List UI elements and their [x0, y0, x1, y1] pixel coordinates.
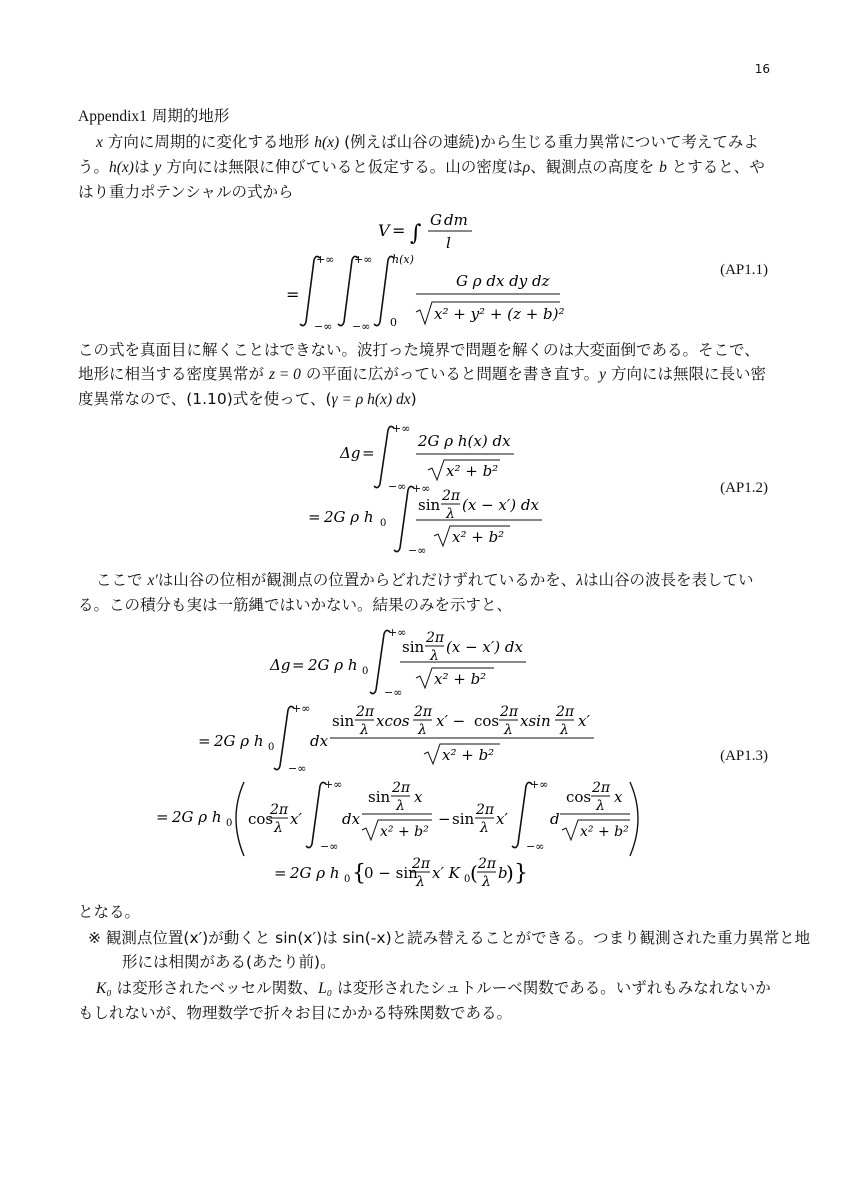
var-l0: L₀	[318, 980, 333, 997]
equation-label: (AP1.2)	[720, 480, 768, 496]
denominator: x² + b²	[580, 824, 629, 840]
text: は変形されたベッセル関数、	[111, 979, 319, 997]
math-dg: Δg	[270, 656, 291, 674]
math-2pi: 2π	[500, 704, 519, 720]
math-lambda: λ	[418, 722, 427, 738]
math-sin: sin	[402, 638, 425, 656]
math-dx: dx	[342, 810, 361, 828]
math-prefactor: 2G ρ h	[214, 732, 264, 750]
var-hx: h(x)	[109, 159, 134, 176]
brace-right: }	[514, 861, 528, 886]
integral-sign	[512, 782, 532, 847]
var-lambda: λ	[576, 572, 583, 589]
math-eq: =	[362, 444, 375, 462]
math-lambda: λ	[480, 820, 489, 836]
page-number: 16	[754, 62, 770, 76]
brace-left: {	[352, 861, 366, 886]
math-lambda: λ	[396, 798, 405, 814]
text: 方向には無限に長い密度異常なので、(1.10)式を使って、(	[78, 365, 766, 408]
math-prefactor: 2G ρ h	[172, 808, 222, 826]
math-term: xsin	[520, 712, 551, 730]
var-b: b	[659, 159, 667, 176]
text: )	[410, 390, 417, 408]
math-sin: sin	[368, 788, 391, 806]
paragraph-phase	[78, 568, 772, 617]
math-2pi: 2π	[392, 780, 411, 796]
equation-label: (AP1.3)	[720, 748, 768, 764]
math-sin: sin	[418, 496, 441, 514]
math-eq: =	[274, 864, 287, 882]
paragraph-intro	[78, 130, 772, 204]
numerator: G ρ dx dy dz	[456, 272, 550, 290]
subscript: 0	[268, 742, 275, 753]
math-2pi: 2π	[592, 780, 611, 796]
math-lambda: λ	[482, 874, 491, 890]
math-term: x′	[496, 810, 508, 828]
var-xprime: x′	[147, 572, 158, 589]
title-jp: 周期的地形	[146, 107, 230, 125]
limit-lower: −∞	[384, 686, 403, 699]
math-V: V	[378, 221, 390, 240]
limit-upper: +∞	[324, 778, 343, 791]
var-rho: ρ	[522, 159, 531, 176]
numerator: 2G ρ h(x) dx	[418, 432, 511, 450]
math-l: l	[446, 234, 451, 252]
math-dm: dm	[444, 211, 468, 229]
limit-lower: −∞	[288, 762, 307, 775]
denominator: x² + b²	[446, 462, 499, 480]
limit-lower: −∞	[314, 320, 333, 333]
text: ここで	[96, 571, 148, 589]
math-prefactor: 2G ρ h	[290, 864, 340, 882]
subscript: 0	[362, 666, 369, 677]
math-term: (x − x′) dx	[462, 496, 539, 514]
text: とすると、やはり重力ポテンシャルの式から	[78, 158, 765, 201]
subscript: 0	[380, 518, 387, 529]
math-term: x	[414, 788, 423, 806]
math-eq: =	[308, 508, 321, 526]
limit-upper: +∞	[354, 253, 373, 266]
denominator: x² + b²	[380, 824, 429, 840]
math-term: x	[614, 788, 623, 806]
math-term: x′ K	[432, 864, 460, 882]
math-2pi: 2π	[412, 856, 431, 872]
text: 、観測点の高度を	[530, 158, 660, 176]
subscript: 0	[344, 874, 351, 885]
math-minus: −	[438, 810, 451, 828]
math-eq: =	[156, 808, 169, 826]
math-sin: sin	[332, 712, 355, 730]
limit-lower: −∞	[408, 544, 427, 557]
text: (例えば山谷の連続)から生じる重力異常について考えてみよう。	[78, 133, 759, 176]
text: は変形されたシュトルーベ関数である。いずれもみなれないかもしれないが、物理数学で折々お目にかかる特殊関数である。	[78, 979, 771, 1022]
math-eq: =	[198, 732, 211, 750]
integral-sign	[300, 256, 320, 325]
math-lambda: λ	[416, 874, 425, 890]
math-2pi: 2π	[556, 704, 575, 720]
math-eq: =	[292, 656, 305, 674]
math-cos: cos	[566, 788, 592, 806]
limit-lower: 0	[390, 316, 397, 329]
text: 方向に周期的に変化する地形	[102, 133, 315, 151]
paren-open: (	[470, 861, 478, 885]
paren-close: )	[506, 861, 514, 885]
var-z0: z = 0	[268, 366, 301, 383]
var-x: x	[96, 134, 103, 151]
integral-sign	[370, 630, 390, 693]
limit-lower: −∞	[352, 320, 371, 333]
limit-upper: +∞	[388, 626, 407, 639]
integral-sign	[338, 256, 358, 325]
math-dg: Δg	[340, 444, 361, 462]
paragraph-functions	[78, 976, 772, 1025]
denominator: x² + b²	[434, 670, 487, 688]
paren-right	[630, 782, 638, 856]
appendix-title	[78, 104, 229, 126]
math-2pi: 2π	[270, 802, 289, 818]
note: ※ 観測点位置(x′)が動くと sin(x′)は sin(-x)と読み替えることができる。つまり観測された重力異常と地形には相関がある(あたり前)。	[88, 929, 811, 971]
math-prefactor: 2G ρ h	[324, 508, 374, 526]
math-term: x′ −	[436, 712, 466, 730]
math-prefactor: 2G ρ h	[308, 656, 358, 674]
math-lambda: λ	[430, 648, 439, 664]
limit-lower: −∞	[320, 840, 339, 853]
text: は	[133, 158, 155, 176]
limit-upper: +∞	[530, 778, 549, 791]
math-G: G	[430, 211, 442, 229]
limit-upper: +∞	[316, 253, 335, 266]
limit-lower: −∞	[526, 840, 545, 853]
math-cos: cos	[248, 810, 274, 828]
denominator: x² + y² + (z + b)²	[434, 305, 565, 323]
math-2pi: 2π	[442, 488, 461, 504]
math-2pi: 2π	[476, 802, 495, 818]
math-lambda: λ	[504, 722, 513, 738]
denominator: x² + b²	[442, 746, 495, 764]
subscript: 0	[464, 874, 471, 885]
var-y: y	[154, 159, 162, 176]
limit-upper: h(x)	[392, 253, 414, 266]
math-lambda: λ	[596, 798, 605, 814]
limit-upper: +∞	[292, 702, 311, 715]
math-term: x′	[578, 712, 590, 730]
math-term: 0 − sin	[364, 864, 418, 882]
math-sin: sin	[452, 810, 475, 828]
integral-sign	[374, 426, 394, 487]
math-d: d	[550, 810, 560, 828]
limit-lower: −∞	[388, 480, 407, 493]
title-latin: Appendix1	[78, 108, 147, 125]
math-dx: dx	[310, 732, 329, 750]
integral-sign: ∫	[410, 221, 422, 246]
text: 方向には無限に伸びていると仮定する。山の密度は	[161, 158, 523, 176]
math-lambda: λ	[560, 722, 569, 738]
limit-upper: +∞	[392, 422, 411, 435]
subscript: 0	[226, 818, 233, 829]
integral-sign	[274, 706, 294, 769]
math-eq: =	[392, 221, 406, 240]
math-2pi: 2π	[356, 704, 375, 720]
paren-left	[236, 782, 244, 856]
var-k0: K₀	[96, 980, 112, 997]
limit-upper: +∞	[412, 482, 431, 495]
var-hx: h(x)	[314, 134, 340, 151]
denominator: x² + b²	[452, 528, 505, 546]
text: は山谷の位相が観測点の位置からどれだけずれているかを、	[157, 571, 577, 589]
math-2pi: 2π	[414, 704, 433, 720]
paragraph-rewrite	[78, 338, 772, 412]
paragraph-result: となる。	[78, 903, 141, 921]
math-eq: =	[286, 285, 300, 304]
math-cos: cos	[474, 712, 500, 730]
math-term: (x − x′) dx	[446, 638, 523, 656]
text: の平面に広がっていると問題を書き直す。	[300, 365, 600, 383]
math-term: b	[498, 864, 508, 882]
text: は山谷の波長を表している。この積分も実は一筋縄ではいかない。結果のみを示すと、	[78, 571, 754, 614]
math-lambda: λ	[274, 820, 283, 836]
math-term: x′	[290, 810, 302, 828]
integral-sign	[394, 486, 414, 551]
var-gamma: γ = ρ h(x) dx	[331, 391, 411, 408]
var-y: y	[599, 366, 607, 383]
integral-sign	[306, 782, 326, 847]
math-term: xcos	[376, 712, 410, 730]
math-lambda: λ	[360, 722, 369, 738]
math-2pi: 2π	[426, 630, 445, 646]
equation-label: (AP1.1)	[720, 262, 768, 278]
math-lambda: λ	[446, 506, 455, 522]
text: この式を真面目に解くことはできない。波打った境界で問題を解くのは大変面倒である。そこで、地形に相当する密度異常が	[78, 341, 760, 383]
math-2pi: 2π	[478, 856, 497, 872]
